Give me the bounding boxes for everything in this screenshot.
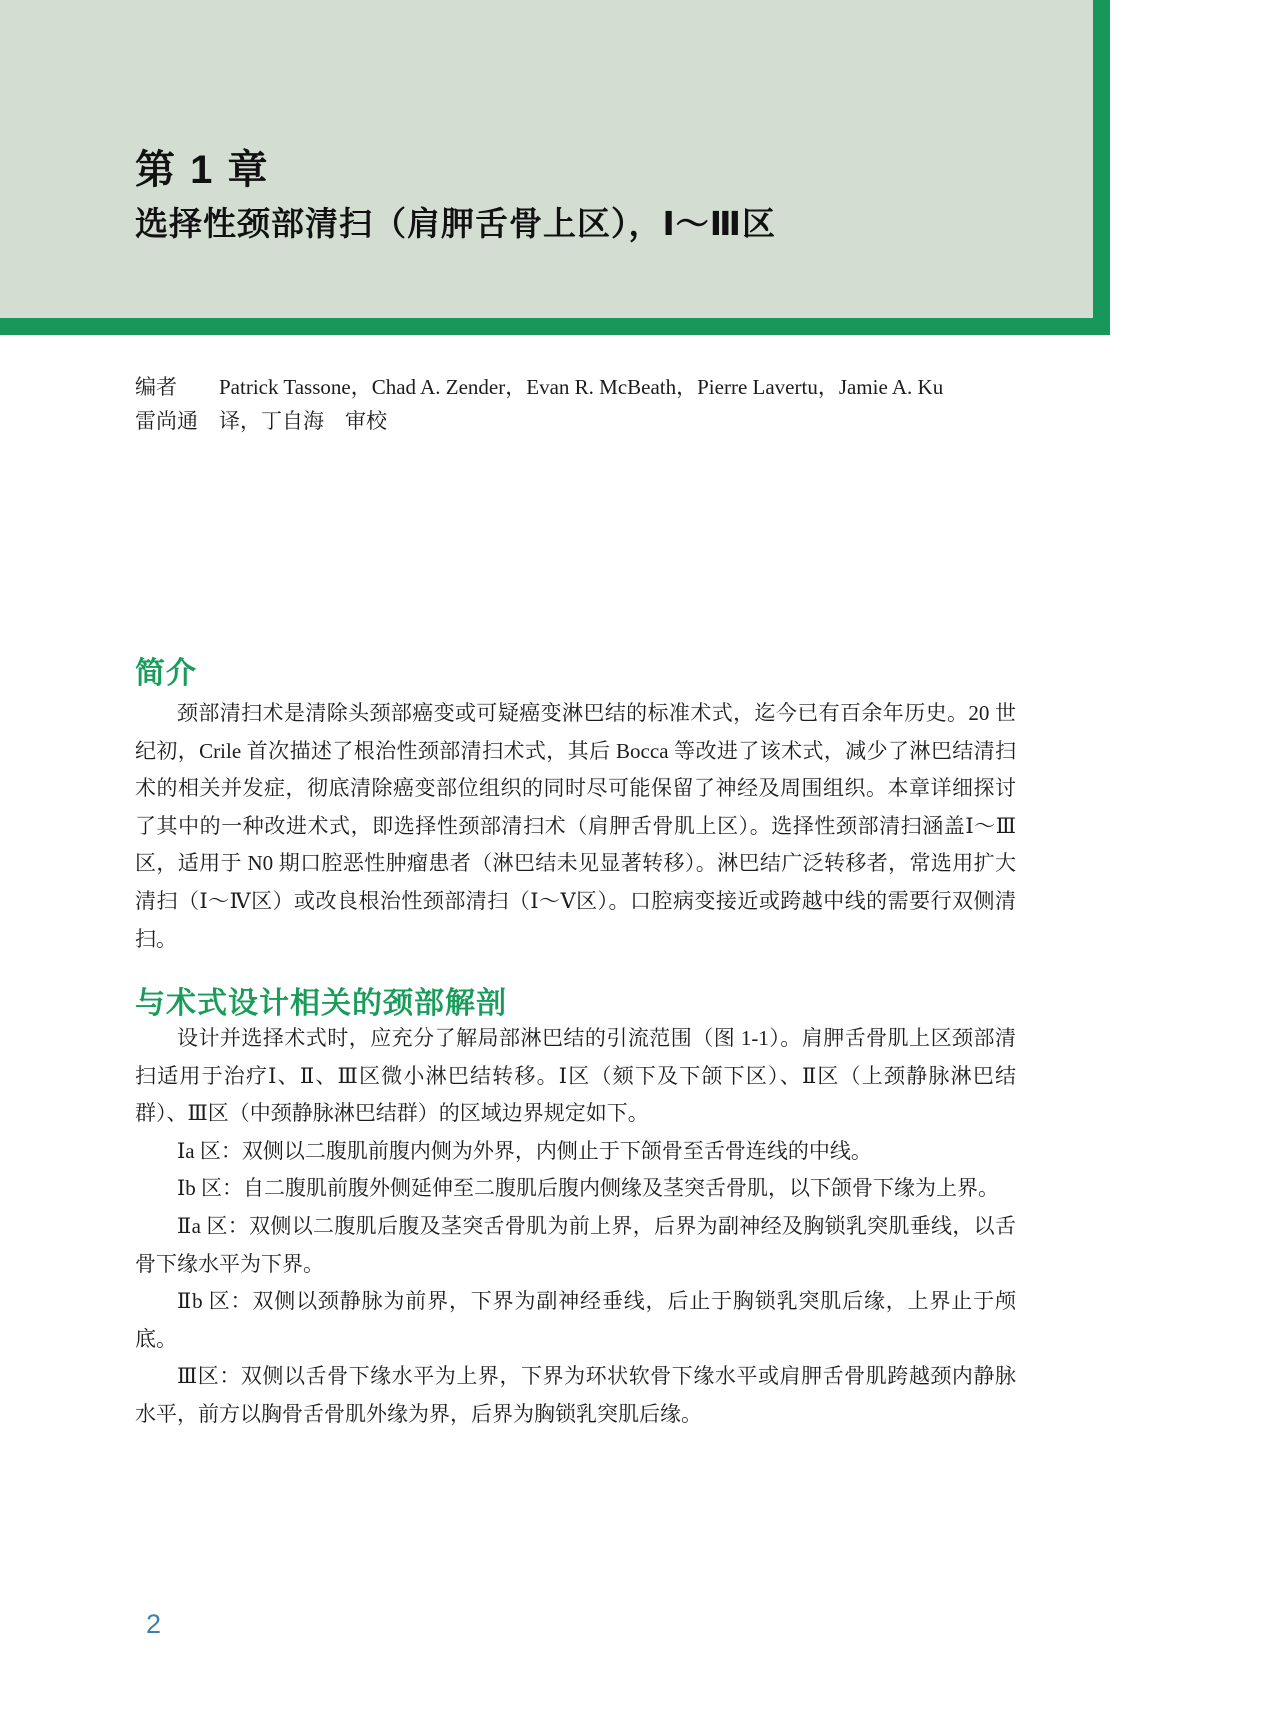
editors-names: Patrick Tassone，Chad A. Zender，Evan R. McBeath，Pierre Lavertu，Jamie A. Ku <box>219 375 944 399</box>
header-accent-bar-bottom <box>0 318 1110 335</box>
paragraph: Ⅲ区：双侧以舌骨下缘水平为上界，下界为环状软骨下缘水平或肩胛舌骨肌跨越颈内静脉水平，前方以胸骨舌骨肌外缘为界，后界为胸锁乳突肌后缘。 <box>135 1364 1016 1426</box>
paragraph: Ⅱb 区：双侧以颈静脉为前界，下界为副神经垂线，后止于胸锁乳突肌后缘，上界止于颅底。 <box>135 1289 1016 1351</box>
intro-paragraphs <box>135 695 1016 958</box>
anatomy-paragraphs <box>135 1020 1016 1434</box>
section-heading-anatomy: 与术式设计相关的颈部解剖 <box>135 986 507 1020</box>
editors-label: 编者 <box>135 375 177 399</box>
page-number: 2 <box>146 1609 162 1639</box>
chapter-header-banner <box>0 0 1093 318</box>
section-heading-intro: 简介 <box>135 656 197 690</box>
paragraph: 设计并选择术式时，应充分了解局部淋巴结的引流范围（图 1-1）。肩胛舌骨肌上区颈部清扫适用于治疗Ⅰ、Ⅱ、Ⅲ区微小淋巴结转移。Ⅰ区（颏下及下颌下区）、Ⅱ区（上颈静脉淋巴结群）、Ⅲ区（中颈静脉淋巴结群）的区域边界规定如下。 <box>135 1026 1016 1126</box>
byline-translators-line: 雷尚通 译，丁自海 审校 <box>135 409 387 433</box>
chapter-number: 第 1 章 <box>135 148 270 192</box>
byline <box>135 370 1025 438</box>
paragraph: Ⅰa 区：双侧以二腹肌前腹内侧为外界，内侧止于下颌骨至舌骨连线的中线。 <box>177 1138 872 1163</box>
paragraph: Ⅰb 区：自二腹肌前腹外侧延伸至二腹肌后腹内侧缘及茎突舌骨肌，以下颌骨下缘为上界。 <box>177 1176 1000 1201</box>
paragraph: Ⅱa 区：双侧以二腹肌后腹及茎突舌骨肌为前上界，后界为副神经及胸锁乳突肌垂线，以舌骨下缘水平为下界。 <box>135 1213 1016 1276</box>
byline-editors-line <box>135 370 1025 404</box>
header-accent-stripe-right <box>1093 0 1110 335</box>
paragraph: 颈部清扫术是清除头颈部癌变或可疑癌变淋巴结的标准术式，迄今已有百余年历史。20 世纪初，Crile 首次描述了根治性颈部清扫术式，其后 Bocca 等改进了该术式，减少了淋巴结清扫术的相关并发症，彻底清除癌变部位组织的同时尽可能保留了神经及周围组织。本章详细探讨了其中的一种改进术式，即选择性颈部清扫术（肩胛舌骨肌上区）。选择性颈部清扫涵盖Ⅰ～Ⅲ区，适用于 N0 期口腔恶性肿瘤患者（淋巴结未见显著转移）。淋巴结广泛转移者，常选用扩大清扫（Ⅰ～Ⅳ区）或改良根治性颈部清扫（Ⅰ～Ⅴ区）。口腔病变接近或跨越中线的需要行双侧清扫。 <box>135 701 1016 951</box>
chapter-title: 选择性颈部清扫（肩胛舌骨上区），Ⅰ～Ⅲ区 <box>135 205 776 242</box>
